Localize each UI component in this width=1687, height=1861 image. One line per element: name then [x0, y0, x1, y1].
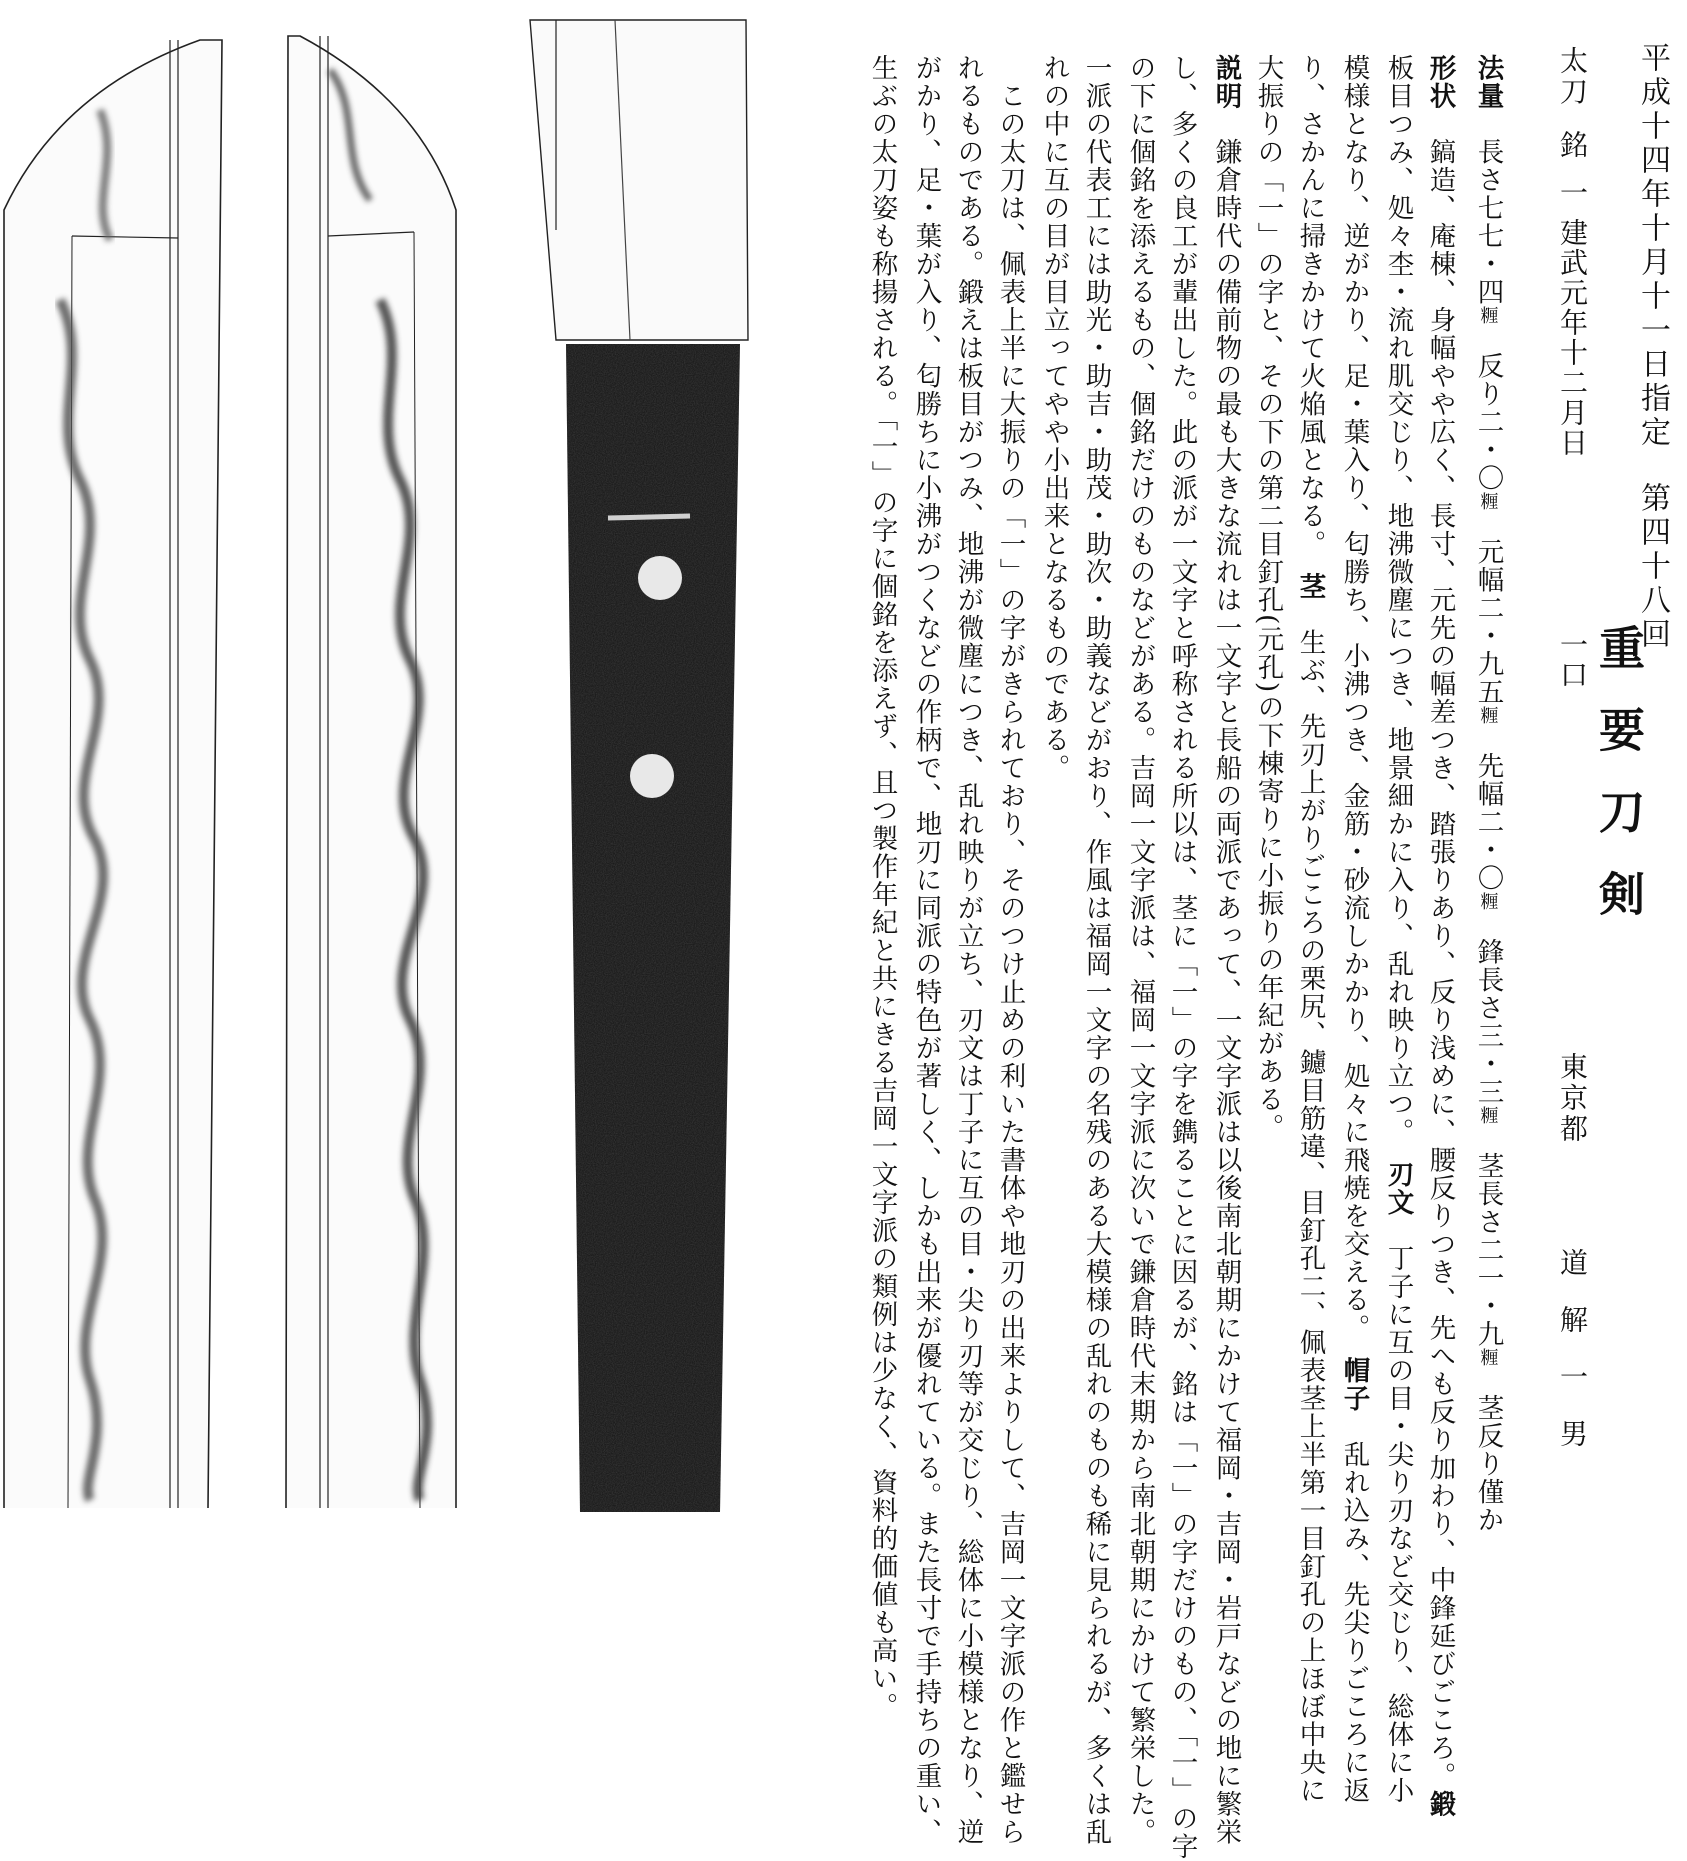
unit-label: 糎 [1477, 306, 1499, 324]
signature-ichi [608, 516, 690, 518]
page-title: 重 要 刀 剣 [1592, 624, 1646, 927]
text-run: り、さかんに掃きかけて火焔風となる。 [1294, 54, 1326, 545]
unit-label: 糎 [1477, 1348, 1499, 1366]
text-column [1124, 54, 1156, 1846]
text-run: 鎬造、庵棟、身幅やや広く、長寸、元先の幅差つき、踏張りあり、反り浅めに、腰反りつき、先へも反り加わり、中鋒延びごころ。 [1424, 110, 1456, 1790]
item-type: 太刀 [1556, 46, 1589, 108]
text-run: 鋒長さ三・三 [1472, 910, 1504, 1106]
text-run: 元幅二・九五 [1472, 510, 1504, 706]
text-column [952, 54, 984, 1846]
text-run: れるものである。鍛えは板目がつみ、地沸が微塵につき、乱れ映りが立ち、刃文は丁子に互の目・尖り刃等が交じり、総体に小模様となり、逆 [952, 54, 984, 1846]
text-column [866, 54, 898, 1721]
text-run: 丁子に互の目・尖り刃など交じり、総体に小 [1382, 1216, 1414, 1805]
mekugi-hole-1 [638, 556, 682, 600]
designation-date: 平成十四年十月十一日指定 [1635, 42, 1670, 450]
oshigata-illustration [0, 0, 820, 1575]
item-count: 一口 [1556, 630, 1589, 690]
text-column [1038, 54, 1070, 782]
section-heading: 鍛 [1424, 1790, 1456, 1818]
inscription-date: 建武元年十二月日 [1556, 218, 1589, 458]
text-run: 生ぶ、先刃上がりごころの栗尻、鑢目筋違、目釘孔二、佩表茎上半第一目釘孔の上ほぼ中央に [1294, 600, 1326, 1805]
blade-drawing-left [4, 40, 222, 1508]
text-run: 板目つみ、処々杢・流れ肌交じり、地沸微塵につき、地景細かに入り、乱れ映り立つ。 [1382, 54, 1414, 1133]
text-column [1210, 54, 1242, 1846]
section-heading: 説明 [1210, 54, 1242, 110]
text-run: れの中に互の目が目立ってやや小出来となるものである。 [1038, 54, 1070, 782]
text-run: 先幅二・〇 [1472, 724, 1504, 892]
text-run: し、多くの良工が輩出した。此の派が一文字と呼称される所以は、茎に「一」の字を鐫ることに因るが、銘は「一」の字だけのもの、「一」の字 [1166, 54, 1198, 1861]
text-column [1294, 54, 1326, 1805]
owner-prefecture: 東京都 [1556, 1052, 1589, 1145]
text-column [1338, 54, 1370, 1805]
unit-label: 糎 [1477, 892, 1499, 910]
text-run: 模様となり、逆がかり、足・葉入り、匂勝ち、小沸つき、金筋・砂流しかかり、処々に飛焼を交える。 [1338, 54, 1370, 1329]
unit-label: 糎 [1477, 492, 1499, 510]
unit-label: 糎 [1477, 1106, 1499, 1124]
owner-name: 道 解 一 男 [1556, 1248, 1589, 1457]
text-run: 茎反り僅か [1472, 1366, 1504, 1534]
blade-drawing-right [286, 36, 456, 1508]
text-column [1166, 54, 1198, 1861]
tang-rubbing [530, 20, 748, 1512]
text-run: 反り二・〇 [1472, 324, 1504, 492]
section-heading: 刃文 [1382, 1132, 1414, 1217]
text-column [910, 54, 942, 1846]
section-heading: 法量 [1472, 54, 1504, 110]
text-run: 長さ七七・四 [1472, 110, 1504, 306]
text-run: この太刀は、佩表上半に大振りの「一」の字がきられており、そのつけ止めの利いた書体や地刃の出来よりして、吉岡一文字派の作と鑑せら [994, 54, 1026, 1846]
unit-label: 糎 [1477, 706, 1499, 724]
session-number: 第四十八回 [1635, 482, 1670, 652]
text-column [994, 54, 1026, 1846]
section-heading: 茎 [1294, 544, 1326, 601]
text-column [1252, 54, 1284, 1142]
text-column [1472, 54, 1504, 1534]
text-run: 一派の代表工には助光・助吉・助茂・助次・助義などがおり、作風は福岡一文字の名残のある大模様の乱れのものも稀に見られるが、多くは乱 [1080, 54, 1112, 1846]
text-run: 大振りの「一」の字と、その下の第二目釘孔(元孔)の下棟寄りに小振りの年紀がある。 [1252, 54, 1284, 1142]
text-column [1080, 54, 1112, 1846]
text-run: 生ぶの太刀姿も称揚される。「一」の字に個銘を添えず、且つ製作年紀と共にきる吉岡一文字派の類例は少なく、資料的価値も高い。 [866, 54, 898, 1721]
section-heading: 形状 [1424, 54, 1456, 110]
text-run: 茎長さ二一・九 [1472, 1124, 1504, 1348]
mekugi-hole-2 [630, 754, 674, 798]
text-column [1424, 54, 1456, 1818]
text-run: の下に個銘を添えるもの、個銘だけのものなどがある。吉岡一文字派は、福岡一文字派に次いで鎌倉時代末期から南北朝期にかけて繁栄した。 [1124, 54, 1156, 1846]
mei-value: 一 [1556, 178, 1589, 206]
text-column [1382, 54, 1414, 1805]
text-run: がかり、足・葉が入り、匂勝ちに小沸がつくなどの作柄で、地刃に同派の特色が著しく、しかも出来が優れている。また長寸で手持ちの重い、 [910, 54, 942, 1846]
section-heading: 帽子 [1338, 1328, 1370, 1413]
text-run: 乱れ込み、先尖りごころに返 [1338, 1412, 1370, 1805]
mei-label: 銘 [1556, 130, 1589, 158]
text-run: 鎌倉時代の備前物の最も大きな流れは一文字と長船の両派であって、一文字派は以後南北朝期にかけて福岡・吉岡・岩戸などの地に繁栄 [1210, 110, 1242, 1846]
